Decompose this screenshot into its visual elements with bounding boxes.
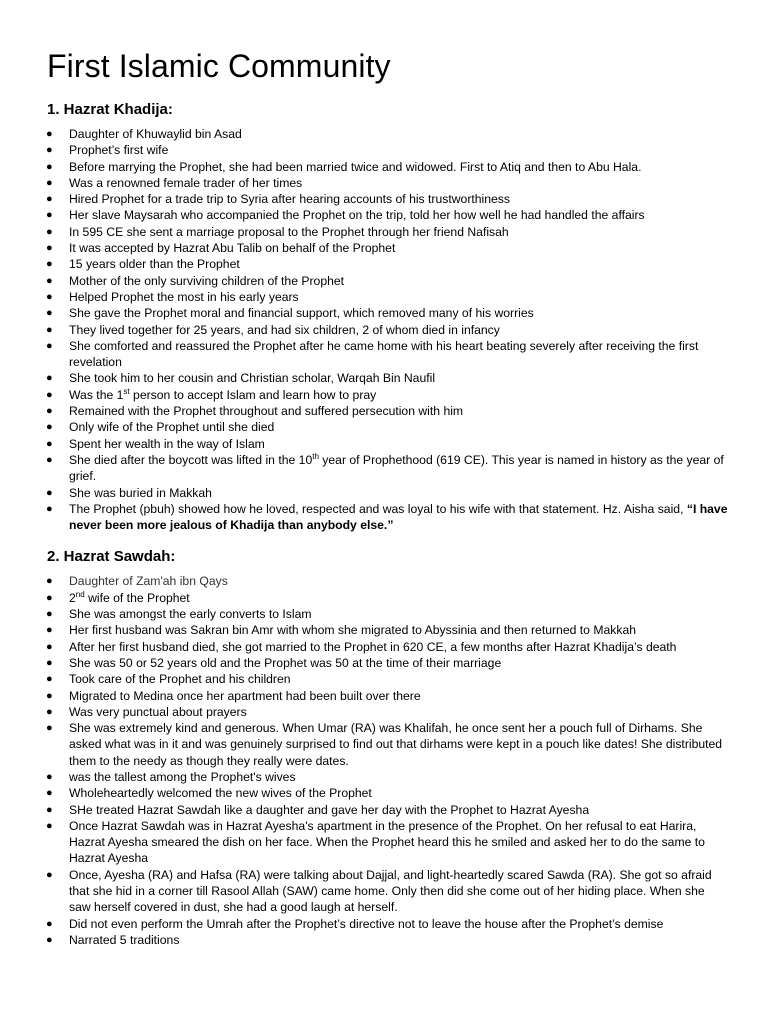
- list-item: [46, 671, 728, 687]
- bullet-icon: ●: [46, 591, 53, 604]
- list-item-text: It was accepted by Hazrat Abu Talib on behalf of the Prophet: [69, 241, 396, 256]
- list-item-text: She comforted and reassured the Prophet after he came home with his heart beating severely after receiving the first revelation: [69, 338, 699, 370]
- list-item-text: Daughter of Khuwaylid bin Asad: [69, 127, 242, 141]
- list-item: [46, 207, 728, 223]
- list-item: [46, 802, 728, 818]
- list-item-text: Once Hazrat Sawdah was in Hazrat Ayesha's apartment in the presence of the Prophet. On her refusal to eat Harira, Hazrat Ayesha smeared the dish on her face. When the Prophet heard this he smiled and asked her to do the same to Hazrat Ayesha: [69, 818, 705, 866]
- list-item: [46, 501, 728, 534]
- bullet-icon: ●: [46, 868, 53, 881]
- list-item-text: Mother of the only surviving children of the Prophet: [69, 273, 345, 288]
- bullet-icon: ●: [46, 608, 53, 621]
- bullet-icon: ●: [46, 209, 53, 222]
- bullet-icon: ●: [46, 323, 53, 336]
- list-item-text: She was extremely kind and generous. When Umar (RA) was Khalifah, he once sent her a pouch full of Dirhams. She asked what was in it and was genuinely surprised to find out that dirhams were kept in a pouch like dates! She distributed them to the needy as though they really were dates.: [69, 721, 723, 768]
- list-item: [46, 256, 728, 272]
- list-item: [46, 867, 728, 916]
- list-item: [46, 932, 728, 948]
- bullet-icon: ●: [46, 437, 53, 450]
- list-item: [46, 436, 728, 452]
- list-item-text: Her slave Maysarah who accompanied the Prophet on the trip, told her how well he had handled the affairs: [69, 208, 645, 223]
- list-item-text: She died after the boycott was lifted in the 10th year of Prophethood (619 CE). This year is named in history as the year of grief.: [69, 451, 724, 484]
- list-item: [46, 704, 728, 720]
- section-khadija: [46, 100, 728, 533]
- bullet-icon: ●: [46, 819, 53, 832]
- list-item-text: After her first husband died, she got married to the Prophet in 620 CE, a few months after Hazrat Khadija’s death: [69, 639, 677, 654]
- list-item-text: In 595 CE she sent a marriage proposal to the Prophet through her friend Nafisah: [69, 224, 509, 239]
- bullet-icon: ●: [46, 575, 53, 588]
- bullet-icon: ●: [46, 787, 53, 800]
- list-item-text: Her first husband was Sakran bin Amr with whom she migrated to Abyssinia and then returned to Makkah: [69, 623, 637, 638]
- list-item-text: The Prophet (pbuh) showed how he loved, respected and was loyal to his wife with that statement. Hz. Aisha said, “I have never been more jealous of Khadija than anybody else.”: [69, 501, 728, 533]
- list-item-text: was the tallest among the Prophet's wives: [69, 769, 296, 784]
- list-item: [46, 485, 728, 501]
- bullet-icon: ●: [46, 144, 53, 157]
- list-item: [46, 338, 728, 371]
- list-item-text: She gave the Prophet moral and financial support, which removed many of his worries: [69, 306, 534, 321]
- list-item: [46, 370, 728, 386]
- list-item: [46, 606, 728, 622]
- list-item: [46, 224, 728, 240]
- list-item-text: She was buried in Makkah: [69, 485, 212, 500]
- bullet-icon: ●: [46, 307, 53, 320]
- list-item-text: Once, Ayesha (RA) and Hafsa (RA) were talking about Dajjal, and light-heartedly scared Sawda (RA). She got so afraid that she hid in a corner till Rasool Allah (SAW) came home. Only then did she come out of her hiding place. When she saw herself covered in dust, she had a good laugh at herself.: [69, 867, 712, 915]
- section-heading-sawdah: 2. Hazrat Sawdah:: [47, 548, 176, 566]
- list-item: [46, 322, 728, 338]
- list-item-text: She took him to her cousin and Christian scholar, Warqah Bin Naufil: [69, 371, 436, 386]
- bullet-icon: ●: [46, 193, 53, 206]
- list-item: [46, 769, 728, 785]
- list-item-text: SHe treated Hazrat Sawdah like a daughter and gave her day with the Prophet to Hazrat Ayesha: [69, 802, 590, 817]
- bullet-icon: ●: [46, 274, 53, 287]
- bullet-icon: ●: [46, 705, 53, 718]
- list-item-text: Remained with the Prophet throughout and suffered persecution with him: [69, 404, 464, 419]
- bullet-icon: ●: [46, 225, 53, 238]
- bullet-icon: ●: [46, 486, 53, 499]
- list-item-text: They lived together for 25 years, and had six children, 2 of whom died in infancy: [69, 322, 500, 337]
- list-item: [46, 126, 728, 142]
- list-item: [46, 590, 728, 606]
- list-item: [46, 688, 728, 704]
- list-item-text: Helped Prophet the most in his early years: [69, 289, 299, 304]
- list-item-text: She was 50 or 52 years old and the Prophet was 50 at the time of their marriage: [69, 655, 502, 670]
- list-item: [46, 916, 728, 932]
- list-item: [46, 622, 728, 638]
- list-item: [46, 289, 728, 305]
- list-item: [46, 175, 728, 191]
- bullet-icon: ●: [46, 933, 53, 946]
- list-item-text: 15 years older than the Prophet: [69, 257, 240, 272]
- bullet-icon: ●: [46, 290, 53, 303]
- list-item: [46, 573, 728, 589]
- list-item: [46, 419, 728, 435]
- list-item-text: Spent her wealth in the way of Islam: [69, 436, 265, 451]
- list-item: [46, 655, 728, 671]
- list-item-text: 2nd wife of the Prophet: [69, 589, 190, 605]
- list-item: [46, 387, 728, 403]
- list-item: [46, 305, 728, 321]
- list-item-text: Hired Prophet for a trade trip to Syria after hearing accounts of his trustworthiness: [69, 192, 510, 207]
- bullet-icon: ●: [46, 770, 53, 783]
- list-item-text: Was the 1st person to accept Islam and learn how to pray: [69, 386, 377, 402]
- list-item-text: Was a renowned female trader of her times: [69, 175, 303, 190]
- section-sawdah: [46, 547, 728, 948]
- list-item-text: Prophet’s first wife: [69, 143, 169, 158]
- bullet-icon: ●: [46, 372, 53, 385]
- bullet-icon: ●: [46, 176, 53, 189]
- list-item: [46, 403, 728, 419]
- list-item: [46, 142, 728, 158]
- bullet-icon: ●: [46, 689, 53, 702]
- section-heading-khadija: 1. Hazrat Khadija:: [47, 101, 173, 118]
- bullet-icon: ●: [46, 405, 53, 418]
- list-item-text: Wholeheartedly welcomed the new wives of the Prophet: [69, 786, 372, 801]
- bullet-icon: ●: [46, 453, 53, 466]
- list-item-text: She was amongst the early converts to Islam: [69, 607, 312, 622]
- bullet-icon: ●: [46, 128, 53, 140]
- list-item-text: Took care of the Prophet and his children: [69, 672, 291, 687]
- bullet-icon: ●: [46, 722, 53, 735]
- list-item-text: Migrated to Medina once her apartment had been built over there: [69, 688, 421, 703]
- page-title: First Islamic Community: [47, 48, 391, 84]
- list-item: [46, 240, 728, 256]
- bullet-icon: ●: [46, 640, 53, 653]
- bullet-icon: ●: [46, 339, 53, 352]
- list-item-text: Only wife of the Prophet until she died: [69, 420, 275, 435]
- list-item-text: Was very punctual about prayers: [69, 704, 247, 719]
- bullet-icon: ●: [46, 242, 53, 255]
- bullet-icon: ●: [46, 421, 53, 434]
- bullet-icon: ●: [46, 624, 53, 637]
- bullet-icon: ●: [46, 656, 53, 669]
- list-item: [46, 720, 728, 769]
- bullet-icon: ●: [46, 160, 53, 173]
- list-item-text: Daughter of Zam'ah ibn Qays: [69, 574, 228, 589]
- bullet-list-khadija: [46, 126, 728, 533]
- list-item: [46, 785, 728, 801]
- bullet-icon: ●: [46, 502, 53, 515]
- list-item: [46, 452, 728, 485]
- list-item: [46, 639, 728, 655]
- bullet-icon: ●: [46, 673, 53, 686]
- bullet-icon: ●: [46, 917, 53, 930]
- bullet-icon: ●: [46, 258, 53, 271]
- list-item-text: Narrated 5 traditions: [69, 932, 180, 947]
- bullet-icon: ●: [46, 388, 53, 401]
- list-item: [46, 191, 728, 207]
- list-item: [46, 273, 728, 289]
- list-item-text: Did not even perform the Umrah after the Prophet’s directive not to leave the house after the Prophet’s demise: [69, 916, 664, 931]
- list-item-text: Before marrying the Prophet, she had been married twice and widowed. First to Atiq and then to Abu Hala.: [69, 159, 642, 174]
- list-item: [46, 818, 728, 867]
- list-item: [46, 159, 728, 175]
- bullet-icon: ●: [46, 803, 53, 816]
- bullet-list-sawdah: [46, 573, 728, 948]
